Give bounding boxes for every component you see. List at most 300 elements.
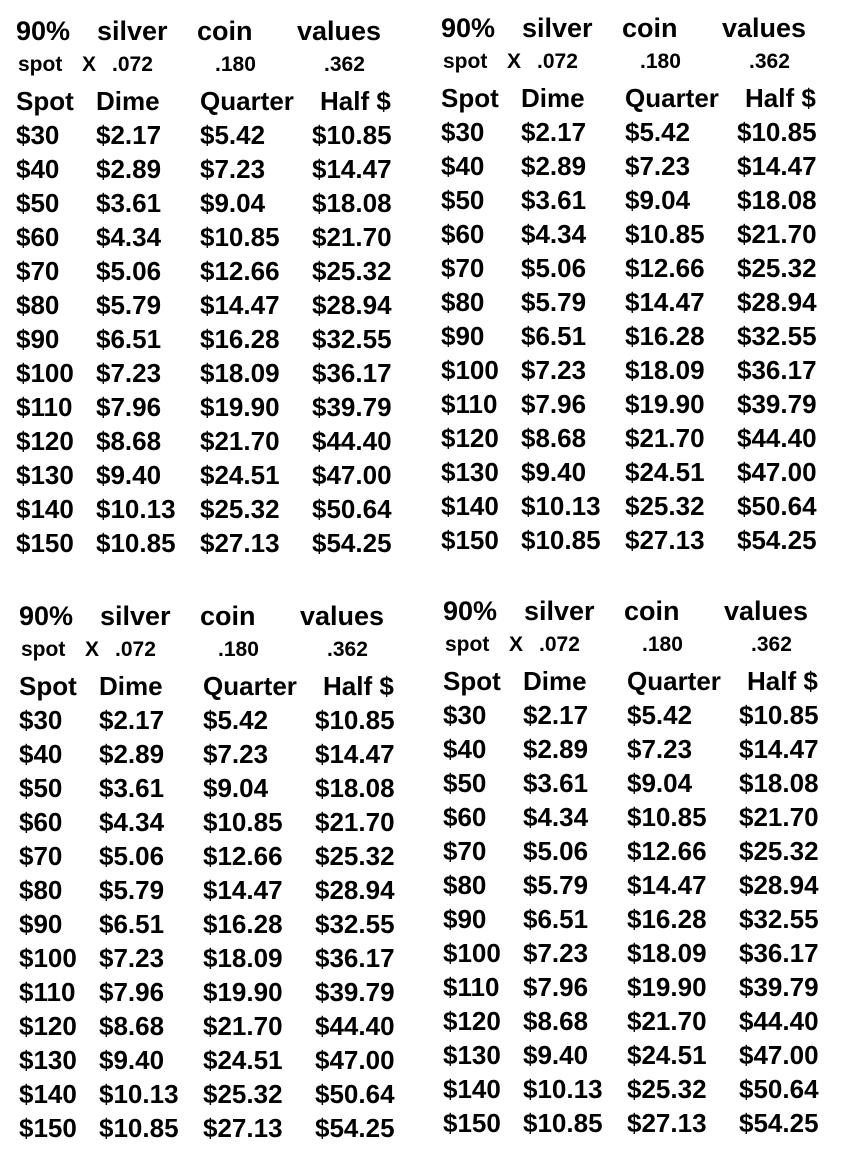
half-dollar-value-cell: $54.25: [739, 1108, 819, 1138]
table-row: [443, 1106, 853, 1140]
half-dollar-value-cell: $28.94: [739, 870, 819, 900]
spot-price-cell: $70: [441, 253, 485, 283]
quarter-multiplier: .180: [218, 638, 259, 661]
table-row: [441, 319, 851, 353]
spot-price-cell: $60: [443, 802, 487, 832]
half-multiplier: .362: [324, 53, 365, 76]
dime-value-cell: $2.89: [99, 739, 165, 769]
spot-price-cell: $30: [441, 117, 485, 147]
spot-price-cell: $130: [16, 460, 74, 490]
title-word: silver: [100, 601, 171, 631]
table-row: [441, 251, 851, 285]
title-word: 90%: [443, 596, 498, 626]
dime-multiplier: .072: [539, 633, 580, 656]
dime-value-cell: $2.17: [521, 117, 587, 147]
title-word: coin: [197, 16, 253, 46]
quarter-value-cell: $12.66: [200, 256, 280, 286]
half-dollar-value-cell: $50.64: [739, 1074, 819, 1104]
column-headers: [441, 81, 851, 115]
spot-price-cell: $50: [16, 188, 60, 218]
quarter-value-cell: $16.28: [627, 904, 707, 934]
table-title: [441, 11, 851, 45]
table-row: [16, 220, 426, 254]
table-row: [19, 703, 429, 737]
dime-value-cell: $8.68: [99, 1011, 165, 1041]
half-dollar-value-cell: $10.85: [737, 117, 817, 147]
spot-price-cell: $50: [19, 773, 63, 803]
half-dollar-value-cell: $28.94: [737, 287, 817, 317]
dime-value-cell: $3.61: [521, 185, 587, 215]
dime-value-cell: $5.06: [523, 836, 589, 866]
half-dollar-header: Half $: [745, 83, 816, 113]
dime-value-cell: $9.40: [521, 457, 587, 487]
dime-value-cell: $7.96: [521, 389, 587, 419]
table-row: [16, 288, 426, 322]
spot-label: spot: [445, 633, 490, 656]
table-row: [443, 902, 853, 936]
half-dollar-value-cell: $18.08: [315, 773, 395, 803]
spot-label: spot: [18, 53, 63, 76]
quarter-value-cell: $24.51: [627, 1040, 707, 1070]
half-dollar-value-cell: $10.85: [315, 705, 395, 735]
table-row: [443, 766, 853, 800]
half-dollar-value-cell: $47.00: [312, 460, 392, 490]
spot-price-cell: $50: [441, 185, 485, 215]
title-word: 90%: [16, 16, 71, 46]
table-row: [19, 1009, 429, 1043]
table-row: [443, 732, 853, 766]
quarter-value-cell: $16.28: [200, 324, 280, 354]
times-sign: X: [85, 638, 100, 661]
quarter-value-cell: $18.09: [625, 355, 705, 385]
spot-price-cell: $120: [19, 1011, 77, 1041]
table-row: [443, 834, 853, 868]
dime-value-cell: $4.34: [523, 802, 589, 832]
spot-price-cell: $140: [441, 491, 499, 521]
dime-header: Dime: [523, 666, 587, 696]
quarter-header: Quarter: [200, 86, 294, 116]
half-dollar-value-cell: $54.25: [312, 528, 392, 558]
dime-value-cell: $2.17: [523, 700, 589, 730]
quarter-value-cell: $7.23: [627, 734, 693, 764]
dime-value-cell: $6.51: [521, 321, 587, 351]
dime-value-cell: $7.96: [99, 977, 165, 1007]
spot-price-cell: $80: [443, 870, 487, 900]
spot-price-cell: $80: [19, 875, 63, 905]
spot-price-cell: $100: [19, 943, 77, 973]
quarter-value-cell: $25.32: [625, 491, 705, 521]
half-dollar-value-cell: $47.00: [737, 457, 817, 487]
dime-value-cell: $4.34: [521, 219, 587, 249]
half-dollar-value-cell: $14.47: [739, 734, 819, 764]
quarter-value-cell: $19.90: [627, 972, 707, 1002]
spot-price-cell: $60: [441, 219, 485, 249]
spot-price-cell: $150: [441, 525, 499, 555]
quarter-value-cell: $19.90: [200, 392, 280, 422]
table-row: [443, 970, 853, 1004]
half-dollar-value-cell: $32.55: [315, 909, 395, 939]
spot-label: spot: [21, 638, 66, 661]
table-row: [441, 489, 851, 523]
column-headers: [19, 669, 429, 703]
dime-value-cell: $6.51: [96, 324, 162, 354]
dime-value-cell: $10.13: [99, 1079, 179, 1109]
quarter-value-cell: $19.90: [203, 977, 283, 1007]
times-sign: X: [509, 633, 524, 656]
spot-price-cell: $130: [19, 1045, 77, 1075]
spot-price-cell: $40: [443, 734, 487, 764]
half-dollar-value-cell: $50.64: [312, 494, 392, 524]
dime-value-cell: $6.51: [99, 909, 165, 939]
dime-value-cell: $10.85: [521, 525, 601, 555]
table-row: [16, 118, 426, 152]
quarter-value-cell: $16.28: [203, 909, 283, 939]
half-dollar-value-cell: $54.25: [737, 525, 817, 555]
half-dollar-value-cell: $39.79: [312, 392, 392, 422]
half-dollar-value-cell: $47.00: [739, 1040, 819, 1070]
dime-value-cell: $8.68: [523, 1006, 589, 1036]
quarter-multiplier: .180: [215, 53, 256, 76]
quarter-value-cell: $18.09: [200, 358, 280, 388]
half-dollar-value-cell: $21.70: [312, 222, 392, 252]
spot-price-cell: $140: [16, 494, 74, 524]
dime-value-cell: $5.06: [96, 256, 162, 286]
quarter-value-cell: $16.28: [625, 321, 705, 351]
half-dollar-value-cell: $14.47: [312, 154, 392, 184]
spot-price-cell: $100: [443, 938, 501, 968]
dime-value-cell: $6.51: [523, 904, 589, 934]
dime-value-cell: $7.23: [521, 355, 587, 385]
spot-price-cell: $120: [16, 426, 74, 456]
dime-value-cell: $2.89: [523, 734, 589, 764]
half-dollar-value-cell: $18.08: [312, 188, 392, 218]
quarter-value-cell: $9.04: [203, 773, 269, 803]
spot-price-cell: $80: [441, 287, 485, 317]
dime-value-cell: $3.61: [99, 773, 165, 803]
half-dollar-value-cell: $25.32: [737, 253, 817, 283]
times-sign: X: [507, 50, 522, 73]
half-dollar-value-cell: $32.55: [739, 904, 819, 934]
dime-value-cell: $2.89: [96, 154, 162, 184]
quarter-value-cell: $9.04: [627, 768, 693, 798]
half-dollar-value-cell: $28.94: [312, 290, 392, 320]
quarter-value-cell: $7.23: [200, 154, 266, 184]
table-row: [19, 839, 429, 873]
spot-price-cell: $40: [16, 154, 60, 184]
dime-value-cell: $2.17: [96, 120, 162, 150]
quarter-value-cell: $10.85: [625, 219, 705, 249]
table-row: [16, 186, 426, 220]
half-dollar-value-cell: $36.17: [739, 938, 819, 968]
dime-value-cell: $10.85: [99, 1113, 179, 1143]
quarter-header: Quarter: [625, 83, 719, 113]
half-dollar-value-cell: $39.79: [739, 972, 819, 1002]
spot-price-cell: $120: [443, 1006, 501, 1036]
table-row: [441, 217, 851, 251]
spot-price-cell: $90: [441, 321, 485, 351]
quarter-value-cell: $5.42: [625, 117, 691, 147]
half-dollar-value-cell: $18.08: [739, 768, 819, 798]
table-row: [443, 1038, 853, 1072]
multiplier-row: [443, 628, 853, 664]
dime-value-cell: $7.23: [523, 938, 589, 968]
table-row: [443, 868, 853, 902]
table-row: [19, 907, 429, 941]
value-table-bottom-right: [443, 594, 853, 1140]
spot-price-cell: $30: [16, 120, 60, 150]
spot-price-cell: $140: [443, 1074, 501, 1104]
dime-value-cell: $8.68: [521, 423, 587, 453]
table-row: [16, 356, 426, 390]
spot-header: Spot: [443, 666, 501, 696]
table-row: [16, 458, 426, 492]
half-multiplier: .362: [751, 633, 792, 656]
dime-value-cell: $10.85: [96, 528, 176, 558]
half-dollar-value-cell: $14.47: [315, 739, 395, 769]
spot-price-cell: $110: [19, 977, 76, 1007]
title-word: silver: [524, 596, 595, 626]
table-row: [16, 322, 426, 356]
spot-price-cell: $150: [16, 528, 74, 558]
spot-header: Spot: [441, 83, 499, 113]
half-dollar-value-cell: $44.40: [312, 426, 392, 456]
half-dollar-header: Half $: [747, 666, 818, 696]
dime-value-cell: $10.13: [521, 491, 601, 521]
half-dollar-value-cell: $21.70: [737, 219, 817, 249]
spot-price-cell: $50: [443, 768, 487, 798]
quarter-value-cell: $14.47: [203, 875, 283, 905]
table-row: [441, 149, 851, 183]
dime-multiplier: .072: [115, 638, 156, 661]
value-table-bottom-left: [19, 599, 429, 1145]
half-dollar-value-cell: $50.64: [737, 491, 817, 521]
half-dollar-value-cell: $44.40: [315, 1011, 395, 1041]
title-word: coin: [200, 601, 256, 631]
half-dollar-header: Half $: [320, 86, 391, 116]
multiplier-row: [16, 48, 426, 84]
table-row: [441, 387, 851, 421]
spot-price-cell: $150: [443, 1108, 501, 1138]
quarter-value-cell: $18.09: [203, 943, 283, 973]
dime-value-cell: $5.06: [99, 841, 165, 871]
half-dollar-value-cell: $39.79: [737, 389, 817, 419]
dime-value-cell: $9.40: [523, 1040, 589, 1070]
title-word: coin: [622, 13, 678, 43]
table-row: [443, 1072, 853, 1106]
quarter-value-cell: $5.42: [200, 120, 266, 150]
title-word: coin: [624, 596, 680, 626]
column-headers: [16, 84, 426, 118]
table-row: [19, 1043, 429, 1077]
quarter-value-cell: $24.51: [203, 1045, 283, 1075]
half-dollar-value-cell: $47.00: [315, 1045, 395, 1075]
table-row: [441, 183, 851, 217]
multiplier-row: [19, 633, 429, 669]
half-dollar-value-cell: $54.25: [315, 1113, 395, 1143]
quarter-header: Quarter: [203, 671, 297, 701]
table-row: [16, 390, 426, 424]
table-row: [19, 771, 429, 805]
quarter-value-cell: $12.66: [625, 253, 705, 283]
dime-value-cell: $5.79: [521, 287, 587, 317]
dime-header: Dime: [99, 671, 163, 701]
dime-value-cell: $7.96: [523, 972, 589, 1002]
table-row: [441, 353, 851, 387]
quarter-value-cell: $10.85: [203, 807, 283, 837]
quarter-value-cell: $14.47: [625, 287, 705, 317]
table-row: [19, 1111, 429, 1145]
dime-value-cell: $2.17: [99, 705, 165, 735]
spot-price-cell: $130: [443, 1040, 501, 1070]
quarter-value-cell: $5.42: [203, 705, 269, 735]
table-row: [19, 975, 429, 1009]
quarter-value-cell: $21.70: [200, 426, 280, 456]
quarter-multiplier: .180: [642, 633, 683, 656]
spot-price-cell: $110: [441, 389, 498, 419]
half-dollar-value-cell: $32.55: [312, 324, 392, 354]
spot-price-cell: $30: [443, 700, 487, 730]
spot-price-cell: $70: [19, 841, 63, 871]
spot-price-cell: $40: [19, 739, 63, 769]
value-table-top-right: [441, 11, 851, 557]
half-dollar-value-cell: $25.32: [315, 841, 395, 871]
dime-value-cell: $10.13: [96, 494, 176, 524]
quarter-value-cell: $27.13: [625, 525, 705, 555]
title-word: values: [297, 16, 382, 46]
table-row: [441, 285, 851, 319]
dime-value-cell: $5.79: [523, 870, 589, 900]
table-row: [19, 873, 429, 907]
table-row: [16, 492, 426, 526]
dime-multiplier: .072: [112, 53, 153, 76]
dime-value-cell: $5.79: [99, 875, 165, 905]
title-word: silver: [97, 16, 168, 46]
half-dollar-header: Half $: [323, 671, 394, 701]
quarter-value-cell: $25.32: [627, 1074, 707, 1104]
quarter-value-cell: $18.09: [627, 938, 707, 968]
table-row: [441, 523, 851, 557]
table-row: [441, 115, 851, 149]
dime-value-cell: $9.40: [99, 1045, 165, 1075]
dime-header: Dime: [521, 83, 585, 113]
table-row: [441, 455, 851, 489]
dime-value-cell: $10.13: [523, 1074, 603, 1104]
table-row: [16, 424, 426, 458]
table-title: [443, 594, 853, 628]
quarter-value-cell: $12.66: [627, 836, 707, 866]
dime-value-cell: $3.61: [96, 188, 162, 218]
dime-value-cell: $3.61: [523, 768, 589, 798]
quarter-value-cell: $21.70: [625, 423, 705, 453]
spot-price-cell: $110: [16, 392, 73, 422]
spot-price-cell: $70: [443, 836, 487, 866]
dime-value-cell: $10.85: [523, 1108, 603, 1138]
half-multiplier: .362: [327, 638, 368, 661]
table-row: [16, 152, 426, 186]
half-dollar-value-cell: $36.17: [312, 358, 392, 388]
dime-value-cell: $2.89: [521, 151, 587, 181]
spot-price-cell: $40: [441, 151, 485, 181]
table-row: [16, 254, 426, 288]
dime-value-cell: $7.96: [96, 392, 162, 422]
table-row: [443, 1004, 853, 1038]
half-dollar-value-cell: $10.85: [739, 700, 819, 730]
quarter-value-cell: $9.04: [625, 185, 691, 215]
table-title: [16, 14, 426, 48]
dime-value-cell: $9.40: [96, 460, 162, 490]
half-dollar-value-cell: $28.94: [315, 875, 395, 905]
multiplier-row: [441, 45, 851, 81]
quarter-multiplier: .180: [640, 50, 681, 73]
half-dollar-value-cell: $21.70: [739, 802, 819, 832]
table-row: [443, 936, 853, 970]
quarter-value-cell: $25.32: [200, 494, 280, 524]
table-row: [19, 1077, 429, 1111]
spot-price-cell: $60: [16, 222, 60, 252]
dime-value-cell: $7.23: [96, 358, 162, 388]
spot-price-cell: $150: [19, 1113, 77, 1143]
quarter-value-cell: $10.85: [627, 802, 707, 832]
half-dollar-value-cell: $50.64: [315, 1079, 395, 1109]
value-table-top-left: [16, 14, 426, 560]
half-dollar-value-cell: $36.17: [737, 355, 817, 385]
half-dollar-value-cell: $18.08: [737, 185, 817, 215]
title-word: silver: [522, 13, 593, 43]
table-row: [19, 737, 429, 771]
spot-price-cell: $100: [16, 358, 74, 388]
spot-price-cell: $60: [19, 807, 63, 837]
table-row: [16, 526, 426, 560]
spot-header: Spot: [16, 86, 74, 116]
dime-value-cell: $5.06: [521, 253, 587, 283]
quarter-value-cell: $7.23: [625, 151, 691, 181]
title-word: values: [724, 596, 809, 626]
table-row: [443, 800, 853, 834]
quarter-value-cell: $27.13: [627, 1108, 707, 1138]
spot-price-cell: $90: [16, 324, 60, 354]
spot-price-cell: $30: [19, 705, 63, 735]
spot-price-cell: $120: [441, 423, 499, 453]
half-dollar-value-cell: $14.47: [737, 151, 817, 181]
title-word: 90%: [19, 601, 74, 631]
half-dollar-value-cell: $36.17: [315, 943, 395, 973]
half-dollar-value-cell: $39.79: [315, 977, 395, 1007]
spot-price-cell: $90: [19, 909, 63, 939]
dime-value-cell: $4.34: [99, 807, 165, 837]
quarter-value-cell: $24.51: [200, 460, 280, 490]
spot-price-cell: $130: [441, 457, 499, 487]
spot-price-cell: $90: [443, 904, 487, 934]
half-dollar-value-cell: $25.32: [312, 256, 392, 286]
quarter-value-cell: $14.47: [200, 290, 280, 320]
half-dollar-value-cell: $32.55: [737, 321, 817, 351]
table-row: [443, 698, 853, 732]
quarter-value-cell: $21.70: [203, 1011, 283, 1041]
spot-header: Spot: [19, 671, 77, 701]
half-dollar-value-cell: $10.85: [312, 120, 392, 150]
dime-value-cell: $4.34: [96, 222, 162, 252]
quarter-value-cell: $5.42: [627, 700, 693, 730]
spot-price-cell: $100: [441, 355, 499, 385]
half-dollar-value-cell: $44.40: [737, 423, 817, 453]
dime-header: Dime: [96, 86, 160, 116]
times-sign: X: [82, 53, 97, 76]
dime-value-cell: $8.68: [96, 426, 162, 456]
quarter-value-cell: $10.85: [200, 222, 280, 252]
half-dollar-value-cell: $44.40: [739, 1006, 819, 1036]
quarter-header: Quarter: [627, 666, 721, 696]
quarter-value-cell: $21.70: [627, 1006, 707, 1036]
